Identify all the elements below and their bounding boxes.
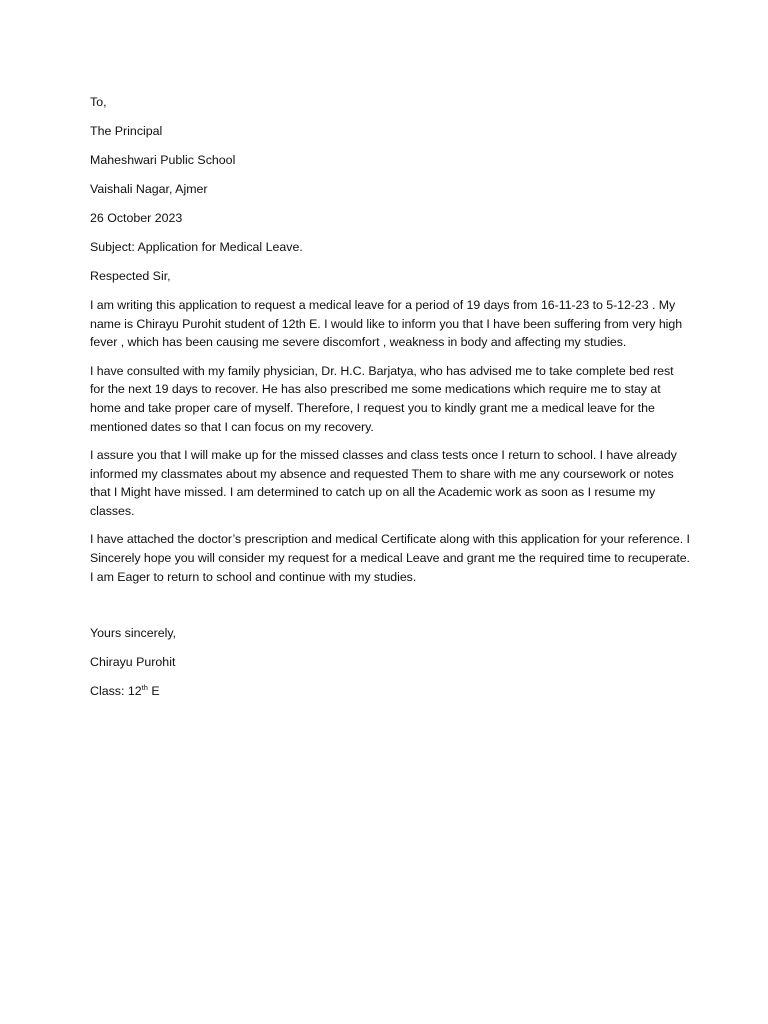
recipient-school: Maheshwari Public School: [90, 153, 236, 167]
body-paragraph-2: I have consulted with my family physician, Dr. H.C. Barjatya, who has advised me to take complete bed rest for the next 19 days to recover. He has also prescribed me some medications which require me to stay at home and take proper care of myself. Therefore, I request you to kindly grant me a medical leave for the mentioned dates so that I can focus on my recovery.: [90, 363, 674, 434]
body-paragraph-4: I have attached the doctor’s prescription and medical Certificate along with this application for your reference. I Sincerely hope you will consider my request for a medical Leave and grant me the required time to recuperate. I am Eager to return to school and continue with my studies.: [90, 532, 690, 584]
body-paragraph-3: I assure you that I will make up for the missed classes and class tests once I return to school. I have already informed my classmates about my absence and requested Them to share with me any coursework or notes that I Might have missed. I am determined to catch up on all the Academic work as soon as I resume my classes.: [90, 447, 677, 519]
body-paragraph-1: I am writing this application to request a medical leave for a period of 19 days from 16-11-23 to 5-12-23 . My name is Chirayu Purohit student of 12th E. I would like to inform you that I have been suffering from very high fever , which has been causing me severe discomfort , weakness in body and affecting my studies.: [90, 298, 683, 350]
signer-name: Chirayu Purohit: [90, 654, 176, 669]
letter-closing: Yours sincerely,: [90, 625, 177, 640]
closing-spacer: [90, 596, 690, 624]
recipient-address: Vaishali Nagar, Ajmer: [90, 182, 208, 196]
signer-class: [90, 682, 690, 701]
recipient-title: The Principal: [90, 124, 163, 138]
letter-greeting: Respected Sir,: [90, 269, 171, 283]
salutation-to: To,: [90, 95, 107, 109]
class-section: E: [147, 683, 160, 698]
class-superscript: th: [141, 682, 148, 692]
letter-subject: Subject: Application for Medical Leave.: [90, 240, 303, 254]
letter-date: 26 October 2023: [90, 211, 183, 225]
letter-body: [90, 93, 690, 711]
class-label: Class: 12: [90, 683, 142, 698]
